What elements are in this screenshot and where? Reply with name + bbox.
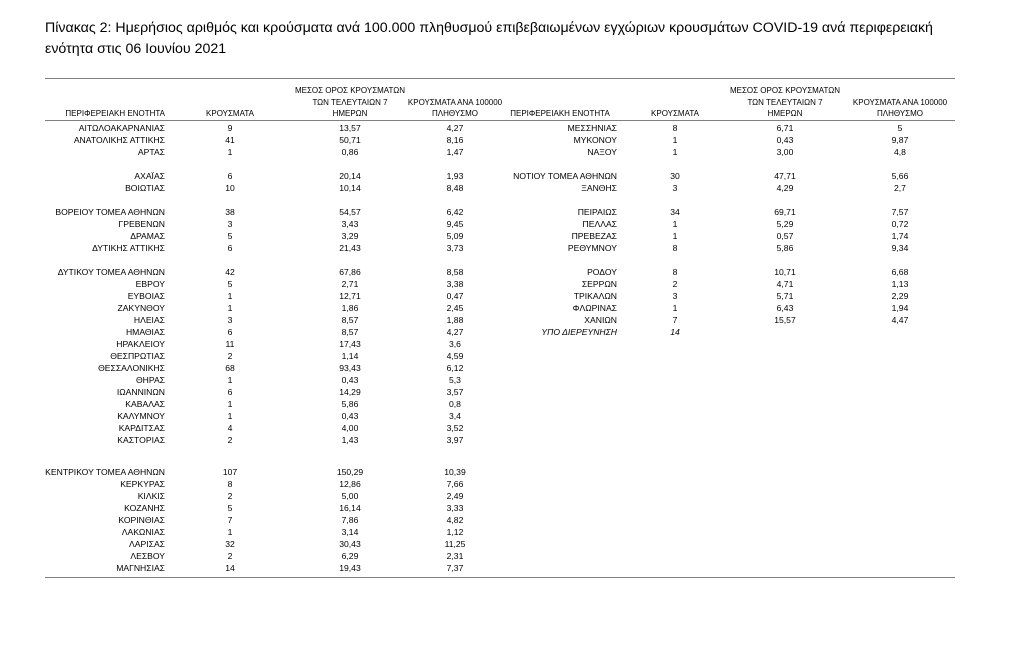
right-table-cell-avg: 5,71: [776, 291, 794, 301]
left-table-cell-avg: 54,57: [339, 207, 361, 217]
left-table-cell-cases: 32: [225, 539, 235, 549]
right-table-cell-per100k: 9,34: [891, 243, 909, 253]
left-table-cell-per100k: 8,48: [446, 183, 464, 193]
left-table-cell-cases: 6: [227, 243, 233, 253]
right-table-cell-avg: 10,71: [774, 267, 796, 277]
left-table-cell-cases: 1: [227, 147, 233, 157]
left-table-cell-cases: 8: [227, 479, 233, 489]
left-table-cell-per100k: 10,39: [444, 467, 466, 477]
left-table-cell-cases: 68: [225, 363, 235, 373]
left-table-cell-per100k: 5,3: [449, 375, 461, 385]
right-table-cell-per100k: 2,7: [894, 183, 906, 193]
left-table-cell-region: ΛΕΣΒΟΥ: [130, 551, 165, 561]
right-table-cell-region: ΝΑΞΟΥ: [587, 147, 617, 157]
left-table-cell-region: ΒΟΡΕΙΟΥ ΤΟΜΕΑ ΑΘΗΝΩΝ: [55, 207, 165, 217]
right-table-cell-region: ΠΕΙΡΑΙΩΣ: [577, 207, 617, 217]
right-table-cell-region: ΥΠΟ ΔΙΕΡΕΥΝΗΣΗ: [541, 327, 617, 337]
left-table-cell-region: ΙΩΑΝΝΙΝΩΝ: [116, 387, 165, 397]
left-table-cell-region: ΘΕΣΠΡΩΤΙΑΣ: [110, 351, 165, 361]
right-header-avg-1: ΜΕΣΟΣ ΟΡΟΣ ΚΡΟΥΣΜΑΤΩΝ: [729, 86, 841, 95]
left-table-cell-cases: 2: [227, 435, 233, 445]
left-table-cell-region: ΑΧΑΪΑΣ: [134, 171, 165, 181]
right-table-cell-region: ΡΟΔΟΥ: [587, 267, 617, 277]
left-table-cell-region: ΔΥΤΙΚΟΥ ΤΟΜΕΑ ΑΘΗΝΩΝ: [57, 267, 165, 277]
right-table-cell-cases: 3: [672, 183, 678, 193]
page-title: Πίνακας 2: Ημερήσιος αριθμός και κρούσματα ανά 100.000 πληθυσμού επιβεβαιωμένων εγχώριων κρουσμάτων COVID-19 ανά περιφερειακή ενότητα στις 06 Ιουνίου 2021: [45, 20, 933, 57]
left-table-cell-avg: 12,86: [339, 479, 361, 489]
left-table-cell-avg: 3,14: [341, 527, 359, 537]
right-table-cell-cases: 30: [670, 171, 680, 181]
left-table-cell-per100k: 3,57: [446, 387, 464, 397]
right-table-cell-cases: 2: [672, 279, 678, 289]
right-table-cell-region: ΜΥΚΟΝΟΥ: [573, 135, 617, 145]
left-table-cell-region: ΚΟΡΙΝΘΙΑΣ: [118, 515, 165, 525]
right-table-cell-avg: 69,71: [774, 207, 796, 217]
left-table-cell-region: ΗΜΑΘΙΑΣ: [125, 327, 165, 337]
left-table-cell-cases: 1: [227, 375, 233, 385]
right-table-cell-region: ΤΡΙΚΑΛΩΝ: [573, 291, 617, 301]
left-table-cell-region: ΚΑΣΤΟΡΙΑΣ: [117, 435, 165, 445]
left-header-cases: ΚΡΟΥΣΜΑΤΑ: [206, 109, 254, 118]
left-table-cell-cases: 4: [227, 423, 233, 433]
left-table-cell-cases: 41: [225, 135, 235, 145]
left-table-cell-region: ΚΑΡΔΙΤΣΑΣ: [118, 423, 165, 433]
left-table-cell-cases: 6: [227, 327, 233, 337]
left-table-cell-region: ΚΙΛΚΙΣ: [137, 491, 165, 501]
left-table-cell-cases: 2: [227, 351, 233, 361]
left-table-cell-avg: 3,29: [341, 231, 359, 241]
left-table-cell-region: ΚΟΖΑΝΗΣ: [124, 503, 165, 513]
left-table-cell-avg: 10,14: [339, 183, 361, 193]
left-table-cell-cases: 1: [227, 303, 233, 313]
left-table-cell-cases: 3: [227, 315, 233, 325]
right-table-cell-cases: 8: [672, 123, 678, 133]
left-table-cell-cases: 38: [225, 207, 235, 217]
left-table-cell-avg: 0,43: [341, 411, 359, 421]
left-table-cell-per100k: 1,93: [446, 171, 464, 181]
table-bottom-rule: [45, 577, 955, 578]
left-table-cell-per100k: 6,42: [446, 207, 464, 217]
left-table-cell-per100k: 2,45: [446, 303, 464, 313]
right-table-cell-per100k: 1,74: [891, 231, 909, 241]
left-table-cell-cases: 1: [227, 291, 233, 301]
left-table-cell-avg: 13,57: [339, 123, 361, 133]
left-table-cell-per100k: 7,37: [446, 563, 464, 573]
left-table-cell-region: ΕΒΡΟΥ: [135, 279, 165, 289]
left-table-cell-per100k: 3,4: [449, 411, 461, 421]
left-table-cell-avg: 150,29: [336, 467, 364, 477]
right-table-cell-avg: 5,86: [776, 243, 794, 253]
left-table-cell-cases: 5: [227, 503, 233, 513]
left-table-cell-region: ΘΕΣΣΑΛΟΝΙΚΗΣ: [98, 363, 165, 373]
left-table-cell-avg: 0,86: [341, 147, 359, 157]
right-table-cell-cases: 1: [672, 231, 678, 241]
left-table-cell-per100k: 3,33: [446, 503, 464, 513]
left-table-cell-per100k: 4,82: [446, 515, 464, 525]
left-table-cell-per100k: 8,16: [446, 135, 464, 145]
right-table-cell-avg: 4,29: [776, 183, 794, 193]
left-table-cell-region: ΗΡΑΚΛΕΙΟΥ: [116, 339, 165, 349]
left-table-cell-region: ΕΥΒΟΙΑΣ: [127, 291, 165, 301]
left-table-cell-cases: 1: [227, 399, 233, 409]
left-table-cell-avg: 8,57: [341, 315, 359, 325]
right-table-cell-cases: 1: [672, 219, 678, 229]
right-header-avg-3: ΗΜΕΡΩΝ: [767, 109, 803, 118]
left-table-cell-region: ΒΟΙΩΤΙΑΣ: [125, 183, 165, 193]
left-header-avg-1: ΜΕΣΟΣ ΟΡΟΣ ΚΡΟΥΣΜΑΤΩΝ: [294, 86, 406, 95]
left-table-cell-region: ΚΑΒΑΛΑΣ: [125, 399, 165, 409]
left-table-cell-region: ΘΗΡΑΣ: [135, 375, 165, 385]
right-table-cell-cases: 1: [672, 303, 678, 313]
left-table-cell-per100k: 5,09: [446, 231, 464, 241]
right-table-cell-per100k: 2,29: [891, 291, 909, 301]
right-table-cell-region: ΣΕΡΡΩΝ: [581, 279, 617, 289]
left-table-cell-region: ΖΑΚΥΝΘΟΥ: [117, 303, 165, 313]
left-table-cell-region: ΚΕΝΤΡΙΚΟΥ ΤΟΜΕΑ ΑΘΗΝΩΝ: [45, 467, 165, 477]
left-table-cell-region: ΔΥΤΙΚΗΣ ΑΤΤΙΚΗΣ: [92, 243, 165, 253]
left-table-cell-avg: 7,86: [341, 515, 359, 525]
left-table-cell-avg: 19,43: [339, 563, 361, 573]
left-table-cell-cases: 1: [227, 411, 233, 421]
left-table-cell-region: ΑΝΑΤΟΛΙΚΗΣ ΑΤΤΙΚΗΣ: [73, 135, 165, 145]
left-table-cell-region: ΑΙΤΩΛΟΑΚΑΡΝΑΝΙΑΣ: [78, 123, 165, 133]
left-table-cell-per100k: 3,6: [449, 339, 461, 349]
left-table-cell-per100k: 4,59: [446, 351, 464, 361]
left-table-cell-avg: 6,29: [341, 551, 359, 561]
right-table-cell-avg: 6,43: [776, 303, 794, 313]
right-table-cell-per100k: 1,13: [891, 279, 909, 289]
left-table-cell-region: ΗΛΕΙΑΣ: [133, 315, 165, 325]
left-table-cell-cases: 5: [227, 279, 233, 289]
left-table-cell-per100k: 2,49: [446, 491, 464, 501]
left-table-cell-avg: 2,71: [341, 279, 359, 289]
left-table-cell-per100k: 3,38: [446, 279, 464, 289]
right-table-cell-cases: 1: [672, 147, 678, 157]
left-table-cell-avg: 30,43: [339, 539, 361, 549]
right-table-cell-cases: 14: [670, 327, 680, 337]
left-table-cell-cases: 6: [227, 387, 233, 397]
right-table-cell-region: ΡΕΘΥΜΝΟΥ: [567, 243, 617, 253]
left-table-cell-avg: 0,43: [341, 375, 359, 385]
left-table-cell-per100k: 9,45: [446, 219, 464, 229]
right-table-cell-per100k: 7,57: [891, 207, 909, 217]
right-table-cell-avg: 0,57: [776, 231, 794, 241]
right-table-cell-region: ΦΛΩΡΙΝΑΣ: [572, 303, 617, 313]
left-table-cell-avg: 1,14: [341, 351, 359, 361]
left-table-cell-per100k: 1,12: [446, 527, 464, 537]
left-table-cell-avg: 8,57: [341, 327, 359, 337]
left-table-cell-per100k: 1,88: [446, 315, 464, 325]
left-table-cell-per100k: 6,12: [446, 363, 464, 373]
left-table-cell-avg: 21,43: [339, 243, 361, 253]
left-table-cell-cases: 1: [227, 527, 233, 537]
right-table-cell-avg: 5,29: [776, 219, 794, 229]
left-table-cell-cases: 2: [227, 491, 233, 501]
left-table-cell-avg: 12,71: [339, 291, 361, 301]
right-table-cell-per100k: 6,68: [891, 267, 909, 277]
right-table-cell-per100k: 4,8: [894, 147, 906, 157]
right-table-cell-avg: 6,71: [776, 123, 794, 133]
right-table-cell-cases: 1: [672, 135, 678, 145]
left-header-per100k-2: ΠΛΗΘΥΣΜΟ: [431, 109, 479, 118]
left-table-cell-per100k: 1,47: [446, 147, 464, 157]
left-table-cell-avg: 17,43: [339, 339, 361, 349]
left-table-cell-cases: 7: [227, 515, 233, 525]
left-table-cell-per100k: 4,27: [446, 123, 464, 133]
right-table-cell-avg: 3,00: [776, 147, 794, 157]
right-table-cell-region: ΧΑΝΙΩΝ: [584, 315, 617, 325]
left-table-cell-per100k: 8,58: [446, 267, 464, 277]
left-table-cell-cases: 3: [227, 219, 233, 229]
right-table-cell-avg: 0,43: [776, 135, 794, 145]
left-table-cell-cases: 10: [225, 183, 235, 193]
left-table-cell-cases: 11: [225, 339, 235, 349]
left-table-cell-per100k: 0,8: [449, 399, 461, 409]
right-table-cell-avg: 47,71: [774, 171, 796, 181]
left-header-avg-3: ΗΜΕΡΩΝ: [332, 109, 368, 118]
left-table-cell-region: ΛΑΚΩΝΙΑΣ: [121, 527, 165, 537]
right-table-cell-region: ΜΕΣΣΗΝΙΑΣ: [567, 123, 617, 133]
right-table-cell-avg: 15,57: [774, 315, 796, 325]
right-table-cell-region: ΝΟΤΙΟΥ ΤΟΜΕΑ ΑΘΗΝΩΝ: [513, 171, 617, 181]
left-table-cell-avg: 14,29: [339, 387, 361, 397]
right-table-cell-region: ΞΑΝΘΗΣ: [581, 183, 617, 193]
left-table-cell-avg: 5,86: [341, 399, 359, 409]
table-header-rule: [45, 120, 955, 121]
left-table-cell-avg: 3,43: [341, 219, 359, 229]
right-table-cell-cases: 8: [672, 243, 678, 253]
left-table-cell-cases: 9: [227, 123, 233, 133]
right-header-region: ΠΕΡΙΦΕΡΕΙΑΚΗ ΕΝΟΤΗΤΑ: [510, 109, 610, 118]
left-table-cell-per100k: 3,73: [446, 243, 464, 253]
right-table-cell-region: ΠΡΕΒΕΖΑΣ: [571, 231, 617, 241]
right-header-avg-2: ΤΩΝ ΤΕΛΕΥΤΑΙΩΝ 7: [747, 98, 823, 107]
left-table-cell-per100k: 2,31: [446, 551, 464, 561]
left-table-cell-avg: 20,14: [339, 171, 361, 181]
left-table-cell-region: ΑΡΤΑΣ: [137, 147, 165, 157]
left-table-cell-region: ΔΡΑΜΑΣ: [130, 231, 165, 241]
left-table-cell-per100k: 3,52: [446, 423, 464, 433]
left-table-cell-region: ΛΑΡΙΣΑΣ: [129, 539, 165, 549]
right-table-cell-per100k: 1,94: [891, 303, 909, 313]
left-table-cell-per100k: 4,27: [446, 327, 464, 337]
left-table-cell-cases: 42: [225, 267, 235, 277]
left-table-cell-avg: 5,00: [341, 491, 359, 501]
left-header-region: ΠΕΡΙΦΕΡΕΙΑΚΗ ΕΝΟΤΗΤΑ: [65, 109, 165, 118]
left-table-cell-per100k: 0,47: [446, 291, 464, 301]
left-table-cell-cases: 5: [227, 231, 233, 241]
right-table-cell-cases: 34: [670, 207, 680, 217]
right-table-cell-cases: 8: [672, 267, 678, 277]
left-table-cell-avg: 16,14: [339, 503, 361, 513]
right-table-cell-per100k: 0,72: [891, 219, 909, 229]
left-table-cell-per100k: 7,66: [446, 479, 464, 489]
right-header-per100k-1: ΚΡΟΥΣΜΑΤΑ ΑΝΑ 100000: [852, 98, 948, 107]
left-table-cell-avg: 93,43: [339, 363, 361, 373]
right-header-per100k-2: ΠΛΗΘΥΣΜΟ: [876, 109, 924, 118]
left-table-cell-cases: 2: [227, 551, 233, 561]
right-header-cases: ΚΡΟΥΣΜΑΤΑ: [651, 109, 699, 118]
table-top-rule: [45, 78, 955, 79]
right-table-cell-cases: 7: [672, 315, 678, 325]
left-table-cell-avg: 67,86: [339, 267, 361, 277]
right-table-cell-per100k: 4,47: [891, 315, 909, 325]
left-table-cell-avg: 1,43: [341, 435, 359, 445]
right-table-cell-cases: 3: [672, 291, 678, 301]
left-table-cell-cases: 14: [225, 563, 235, 573]
left-table-cell-cases: 6: [227, 171, 233, 181]
left-table-cell-cases: 107: [222, 467, 238, 477]
right-table-cell-per100k: 5: [897, 123, 903, 133]
left-header-avg-2: ΤΩΝ ΤΕΛΕΥΤΑΙΩΝ 7: [312, 98, 388, 107]
right-table-cell-per100k: 9,87: [891, 135, 909, 145]
left-table-cell-region: ΓΡΕΒΕΝΩΝ: [118, 219, 165, 229]
left-table-cell-avg: 50,71: [339, 135, 361, 145]
left-table-cell-avg: 4,00: [341, 423, 359, 433]
left-table-cell-region: ΚΕΡΚΥΡΑΣ: [120, 479, 165, 489]
left-table-cell-region: ΚΑΛΥΜΝΟΥ: [117, 411, 165, 421]
left-header-per100k-1: ΚΡΟΥΣΜΑΤΑ ΑΝΑ 100000: [407, 98, 503, 107]
left-table-cell-region: ΜΑΓΝΗΣΙΑΣ: [116, 563, 165, 573]
right-table-cell-region: ΠΕΛΛΑΣ: [582, 219, 617, 229]
left-table-cell-avg: 1,86: [341, 303, 359, 313]
left-table-cell-per100k: 11,25: [444, 539, 466, 549]
right-table-cell-per100k: 5,66: [891, 171, 909, 181]
right-table-cell-avg: 4,71: [776, 279, 794, 289]
left-table-cell-per100k: 3,97: [446, 435, 464, 445]
